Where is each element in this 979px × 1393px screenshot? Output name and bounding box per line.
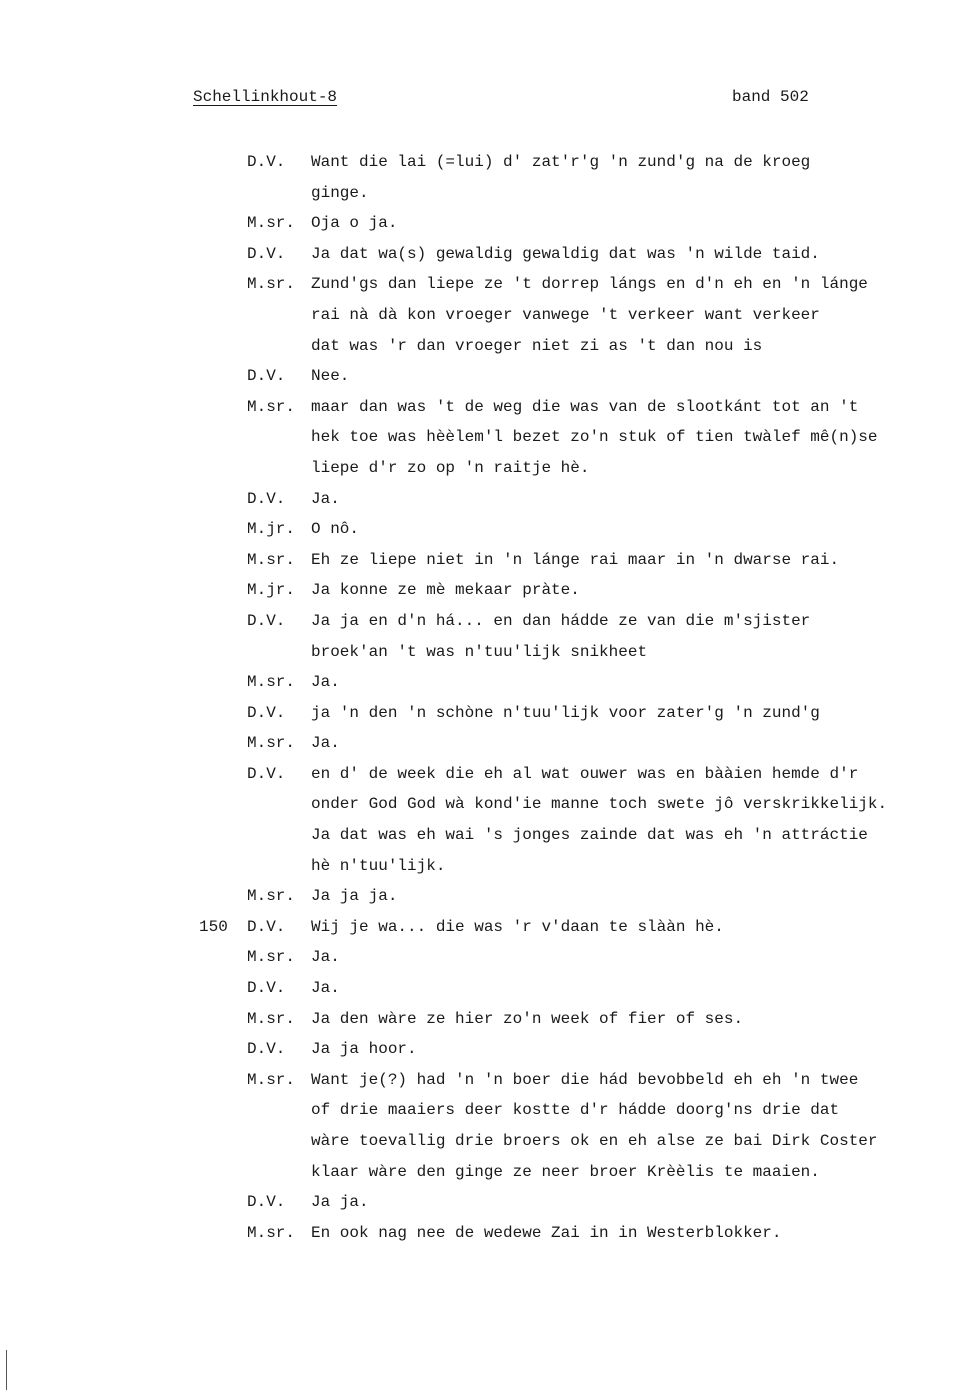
speaker-label: D.V. xyxy=(247,764,286,783)
speaker-label: M.jr. xyxy=(247,581,296,600)
speaker-turn xyxy=(0,1004,979,1035)
utterance-text: en d' de week die eh al wat ouwer was en bààien hemde d'r xyxy=(311,764,859,783)
utterance-text: Ja. xyxy=(311,673,340,692)
speaker-label: D.V. xyxy=(247,611,286,630)
utterance-text: hè n'tuu'lijk. xyxy=(311,856,446,875)
transcript-line xyxy=(0,851,979,882)
speaker-turn xyxy=(0,1034,979,1065)
transcript-line xyxy=(0,239,979,270)
transcript-line xyxy=(0,637,979,668)
speaker-label: D.V. xyxy=(247,244,286,263)
utterance-text: Ja dat was eh wai 's jonges zainde dat was eh 'n attráctie xyxy=(311,826,868,845)
transcript-line xyxy=(0,147,979,178)
transcript-line xyxy=(0,606,979,637)
transcript-line xyxy=(0,361,979,392)
speaker-turn xyxy=(0,881,979,912)
utterance-text: Ja. xyxy=(311,948,340,967)
transcript-line xyxy=(0,178,979,209)
utterance-text: Ja ja en d'n há... en dan hádde ze van die m'sjister xyxy=(311,611,811,630)
document-title: Schellinkhout-8 xyxy=(193,88,338,106)
speaker-turn xyxy=(0,147,979,208)
transcript-line xyxy=(0,912,979,943)
speaker-turn xyxy=(0,973,979,1004)
utterance-text: maar dan was 't de weg die was van de slootkánt tot an 't xyxy=(311,397,859,416)
speaker-label: D.V. xyxy=(247,979,286,998)
speaker-turn xyxy=(0,728,979,759)
utterance-text: Nee. xyxy=(311,367,350,386)
utterance-text: En ook nag nee de wedewe Zai in in Westerblokker. xyxy=(311,1223,782,1242)
speaker-label: M.sr. xyxy=(247,948,296,967)
speaker-turn xyxy=(0,392,979,484)
speaker-label: M.sr. xyxy=(247,887,296,906)
utterance-text: Ja dat wa(s) gewaldig gewaldig dat was 'n wilde taid. xyxy=(311,244,820,263)
utterance-text: Want je(?) had 'n 'n boer die hád bevobbeld eh eh 'n twee xyxy=(311,1070,859,1089)
utterance-text: onder God God wà kond'ie manne toch swete jô verskrikkelijk. xyxy=(311,795,888,814)
utterance-text: Ja. xyxy=(311,489,340,508)
transcript-line xyxy=(0,789,979,820)
speaker-label: M.sr. xyxy=(247,550,296,569)
speaker-turn xyxy=(0,1065,979,1187)
speaker-turn xyxy=(0,1218,979,1249)
transcript-line xyxy=(0,422,979,453)
transcript-line xyxy=(0,667,979,698)
speaker-label: M.sr. xyxy=(247,734,296,753)
utterance-text: Ja. xyxy=(311,734,340,753)
speaker-turn xyxy=(0,1187,979,1218)
margin-mark xyxy=(6,1350,7,1390)
utterance-text: Want die lai (=lui) d' zat'r'g 'n zund'g na de kroeg xyxy=(311,153,811,171)
speaker-turn xyxy=(0,208,979,239)
utterance-text: Ja ja. xyxy=(311,1193,369,1212)
utterance-text: O nô. xyxy=(311,520,360,539)
speaker-label: M.sr. xyxy=(247,275,296,294)
transcript-line xyxy=(0,575,979,606)
speaker-label: M.sr. xyxy=(247,1223,296,1242)
speaker-turn xyxy=(0,361,979,392)
utterance-text: Eh ze liepe niet in 'n lánge rai maar in 'n dwarse rai. xyxy=(311,550,840,569)
speaker-turn xyxy=(0,484,979,515)
speaker-label: D.V. xyxy=(247,367,286,386)
utterance-text: rai nà dà kon vroeger vanwege 't verkeer want verkeer xyxy=(311,305,820,324)
utterance-text: wàre toevallig drie broers ok en eh alse ze bai Dirk Coster xyxy=(311,1132,878,1150)
transcript-line xyxy=(0,1157,979,1188)
speaker-label: D.V. xyxy=(247,1040,286,1059)
transcript-line xyxy=(0,269,979,300)
utterance-text: Zund'gs dan liepe ze 't dorrep lángs en d'n eh en 'n lánge xyxy=(311,275,868,294)
speaker-turn xyxy=(0,759,979,881)
speaker-turn xyxy=(0,942,979,973)
transcript-line xyxy=(0,973,979,1004)
speaker-label: D.V. xyxy=(247,703,286,722)
utterance-text: ginge. xyxy=(311,183,369,202)
speaker-label: D.V. xyxy=(247,1193,286,1212)
transcript-line xyxy=(0,331,979,362)
utterance-text: Ja. xyxy=(311,979,340,998)
utterance-text: Wij je wa... die was 'r v'daan te slààn hè. xyxy=(311,917,724,936)
speaker-label: D.V. xyxy=(247,153,286,171)
utterance-text: Ja ja ja. xyxy=(311,887,398,906)
line-number: 150 xyxy=(199,917,228,936)
transcript-line xyxy=(0,698,979,729)
speaker-turn xyxy=(0,269,979,361)
transcript-line xyxy=(0,1095,979,1126)
transcript-line xyxy=(0,453,979,484)
transcript-line xyxy=(0,545,979,576)
speaker-label: D.V. xyxy=(247,489,286,508)
transcript-line xyxy=(0,484,979,515)
speaker-label: M.sr. xyxy=(247,1009,296,1028)
speaker-label: M.sr. xyxy=(247,1070,296,1089)
transcript-line xyxy=(0,759,979,790)
transcript-line xyxy=(0,1218,979,1249)
utterance-text: Oja o ja. xyxy=(311,214,398,233)
transcript-line xyxy=(0,1034,979,1065)
tape-number: band 502 xyxy=(732,88,809,106)
utterance-text: ja 'n den 'n schòne n'tuu'lijk voor zater'g 'n zund'g xyxy=(311,703,820,722)
speaker-turn xyxy=(0,575,979,606)
transcript-line xyxy=(0,1126,979,1157)
speaker-turn xyxy=(0,545,979,576)
utterance-text: of drie maaiers deer kostte d'r hádde doorg'ns drie dat xyxy=(311,1101,840,1120)
transcript-line xyxy=(0,881,979,912)
utterance-text: Ja konne ze mè mekaar pràte. xyxy=(311,581,580,600)
utterance-text: liepe d'r zo op 'n raitje hè. xyxy=(311,458,590,477)
transcript-line xyxy=(0,942,979,973)
speaker-label: D.V. xyxy=(247,917,286,936)
speaker-turn xyxy=(0,912,979,943)
speaker-label: M.sr. xyxy=(247,673,296,692)
transcript-line xyxy=(0,820,979,851)
speaker-turn xyxy=(0,667,979,698)
utterance-text: hek toe was hèèlem'l bezet zo'n stuk of tien twàlef mê(n)se xyxy=(311,428,878,447)
transcript-line xyxy=(0,514,979,545)
transcript-body xyxy=(0,147,979,1248)
transcript-line xyxy=(0,1187,979,1218)
transcript-line xyxy=(0,728,979,759)
utterance-text: Ja ja hoor. xyxy=(311,1040,417,1059)
transcript-line xyxy=(0,1065,979,1096)
speaker-turn xyxy=(0,239,979,270)
speaker-turn xyxy=(0,514,979,545)
speaker-label: M.sr. xyxy=(247,214,296,233)
transcript-line xyxy=(0,392,979,423)
transcript-line xyxy=(0,300,979,331)
utterance-text: klaar wàre den ginge ze neer broer Krèèlis te maaien. xyxy=(311,1162,820,1181)
transcript-line xyxy=(0,1004,979,1035)
speaker-label: M.sr. xyxy=(247,397,296,416)
utterance-text: broek'an 't was n'tuu'lijk snikheet xyxy=(311,642,648,661)
transcript-line xyxy=(0,208,979,239)
utterance-text: Ja den wàre ze hier zo'n week of fier of ses. xyxy=(311,1009,744,1028)
utterance-text: dat was 'r dan vroeger niet zi as 't dan nou is xyxy=(311,336,763,355)
speaker-turn xyxy=(0,698,979,729)
speaker-turn xyxy=(0,606,979,667)
speaker-label: M.jr. xyxy=(247,520,296,539)
